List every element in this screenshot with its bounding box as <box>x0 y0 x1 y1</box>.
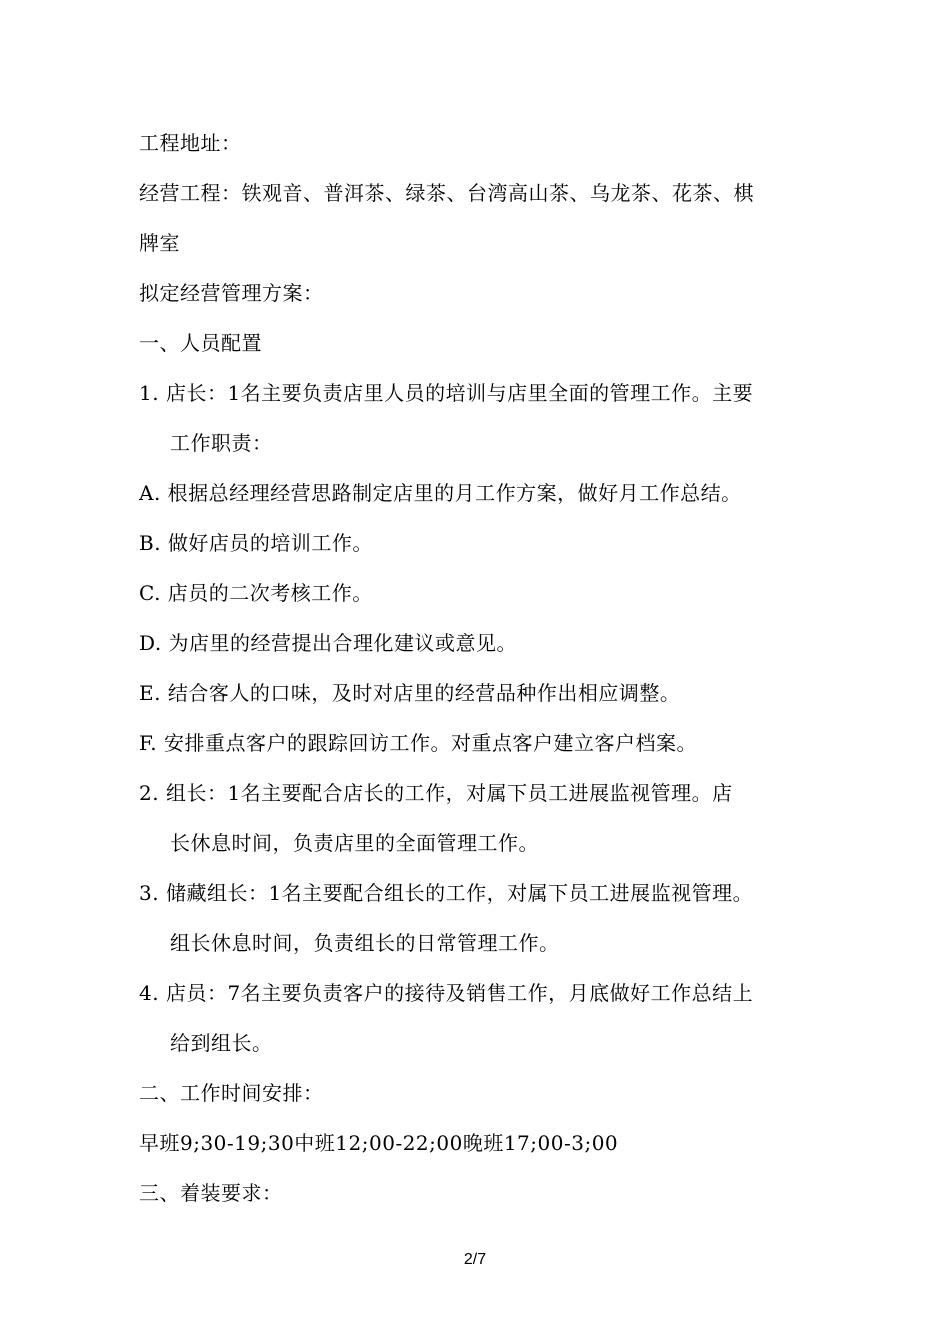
clerk-item-continuation: 给到组长。 <box>170 1031 273 1055</box>
section-heading-dress-code: 三、着装要求： <box>139 1181 283 1205</box>
business-items-line: 经营工程：铁观音、普洱茶、绿茶、台湾高山茶、乌龙茶、花茶、棋 <box>139 181 754 205</box>
duty-item-f: F. 安排重点客户的跟踪回访工作。对重点客户建立客户档案。 <box>139 731 697 755</box>
store-manager-item-continuation: 工作职责： <box>170 431 273 455</box>
page-number: 2/7 <box>463 1251 487 1268</box>
document-body <box>139 118 829 1218</box>
management-plan-heading: 拟定经营管理方案： <box>139 281 324 305</box>
duty-item-b: B. 做好店员的培训工作。 <box>139 531 373 555</box>
storage-leader-item: 3. 储藏组长：1名主要配合组长的工作，对属下员工进展监视管理。 <box>139 881 754 905</box>
shift-schedule-line: 早班9;30-19;30中班12;00-22;00晚班17;00-3;00 <box>139 1131 619 1155</box>
duty-item-a: A. 根据总经理经营思路制定店里的月工作方案，做好月工作总结。 <box>139 481 742 505</box>
storage-leader-item-continuation: 组长休息时间，负责组长的日常管理工作。 <box>170 931 560 955</box>
duty-item-c: C. 店员的二次考核工作。 <box>139 581 373 605</box>
duty-item-e: E. 结合客人的口味，及时对店里的经营品种作出相应调整。 <box>139 681 681 705</box>
section-heading-staffing: 一、人员配置 <box>139 331 262 355</box>
project-address-line: 工程地址： <box>139 131 242 155</box>
store-manager-item: 1. 店长：1名主要负责店里人员的培训与店里全面的管理工作。主要 <box>139 381 754 405</box>
business-items-continuation: 牌室 <box>139 231 180 255</box>
team-leader-item-continuation: 长休息时间，负责店里的全面管理工作。 <box>170 831 539 855</box>
clerk-item: 4. 店员：7名主要负责客户的接待及销售工作，月底做好工作总结上 <box>139 981 754 1005</box>
team-leader-item: 2. 组长：1名主要配合店长的工作，对属下员工进展监视管理。店 <box>139 781 733 805</box>
duty-item-d: D. 为店里的经营提出合理化建议或意见。 <box>139 631 518 655</box>
section-heading-schedule: 二、工作时间安排： <box>139 1081 324 1105</box>
